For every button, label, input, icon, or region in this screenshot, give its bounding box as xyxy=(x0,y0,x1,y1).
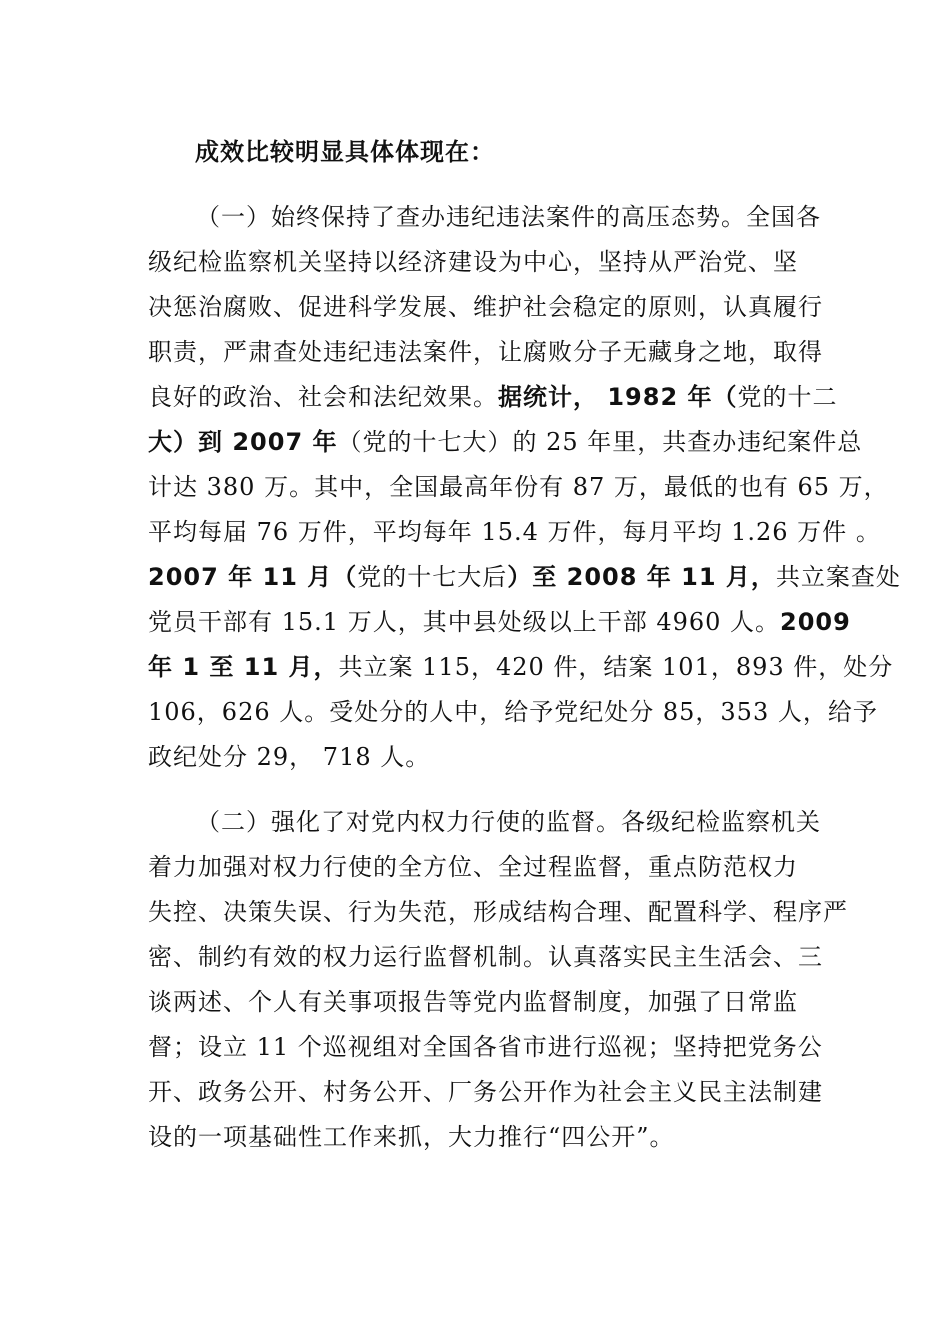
para1-line xyxy=(148,645,894,690)
para2-line xyxy=(148,845,820,890)
para1-line xyxy=(148,420,863,465)
lead-sentence: （二）强化了对党内权力行使的监督。 xyxy=(196,808,621,836)
para2-line xyxy=(148,935,823,980)
paragraph-1 xyxy=(148,195,901,780)
paragraph-2 xyxy=(148,800,848,1160)
bold-text: 年 1 至 11 月， xyxy=(148,653,339,681)
para2-line xyxy=(148,1070,823,1115)
body-text: 开、政务公开、村务公开、厂务公开作为社会主义民主法制建 xyxy=(148,1078,823,1106)
body-text: 密、制约有效的权力运行监督机制。认真落实民主生活会、三 xyxy=(148,943,823,971)
para1-line xyxy=(148,510,881,555)
body-text: 督；设立 11 个巡视组对全国各省市进行巡视；坚持把党务公 xyxy=(148,1033,823,1061)
body-text: 全国各 xyxy=(746,203,821,231)
body-text: 党员干部有 15.1 万人，其中县处级以上干部 4960 人。 xyxy=(148,608,781,636)
para1-line xyxy=(148,285,823,330)
para1-line xyxy=(148,240,820,285)
para1-line xyxy=(148,600,851,645)
section-heading: 成效比较明显具体体现在： xyxy=(195,138,495,166)
para1-line xyxy=(148,330,823,375)
lead-sentence: （一）始终保持了查办违纪违法案件的高压态势。 xyxy=(196,203,746,231)
bold-text: 大）到 2007 年 xyxy=(148,428,338,456)
body-text: 着力加强对权力行使的全方位、全过程监督，重点防范权力 xyxy=(148,853,798,881)
para1-line xyxy=(148,375,838,420)
body-text: 共立案 115，420 件，结案 101，893 件，处分 xyxy=(338,653,894,681)
body-text: 计达 380 万。其中，全国最高年份有 87 万，最低的也有 65 万， xyxy=(148,473,889,501)
para1-line xyxy=(148,555,901,600)
para1-line xyxy=(148,465,889,510)
body-text: 106，626 人。受处分的人中，给予党纪处分 85，353 人，给予 xyxy=(148,698,878,726)
body-text: 各级纪检监察机关 xyxy=(621,808,821,836)
bold-text: 2009 xyxy=(780,608,851,636)
para2-line xyxy=(148,980,820,1025)
body-text: 良好的政治、社会和法纪效果。 xyxy=(148,383,498,411)
para2-line xyxy=(148,890,848,935)
body-text: 共立案查处 xyxy=(775,563,901,591)
para2-line xyxy=(148,800,820,845)
para1-line xyxy=(148,690,878,735)
para1-line xyxy=(148,735,820,780)
body-text: 级纪检监察机关坚持以经济建设为中心，坚持从严治党、坚 xyxy=(148,248,798,276)
body-text: 政纪处分 29， 718 人。 xyxy=(148,743,431,771)
para2-line xyxy=(148,1025,823,1070)
bold-text: ）至 2008 年 11 月， xyxy=(507,563,776,591)
body-text: 设的一项基础性工作来抓，大力推行“四公开”。 xyxy=(148,1123,675,1151)
bold-text: 2007 年 11 月（ xyxy=(148,563,358,591)
body-text: （党的十七大）的 25 年里，共查办违纪案件总 xyxy=(337,428,863,456)
body-text: 党的十七大后 xyxy=(357,563,508,591)
body-text: 谈两述、个人有关事项报告等党内监督制度，加强了日常监 xyxy=(148,988,798,1016)
para1-line xyxy=(148,195,820,240)
body-text: 决惩治腐败、促进科学发展、维护社会稳定的原则，认真履行 xyxy=(148,293,823,321)
body-text: 失控、决策失误、行为失范，形成结构合理、配置科学、程序严 xyxy=(148,898,848,926)
bold-text: 据统计， 1982 年（ xyxy=(498,383,738,411)
body-text: 职责，严肃查处违纪违法案件，让腐败分子无藏身之地，取得 xyxy=(148,338,823,366)
para2-line xyxy=(148,1115,820,1160)
body-text: 平均每届 76 万件，平均每年 15.4 万件，每月平均 1.26 万件 。 xyxy=(148,518,881,546)
body-text: 党的十二 xyxy=(737,383,838,411)
